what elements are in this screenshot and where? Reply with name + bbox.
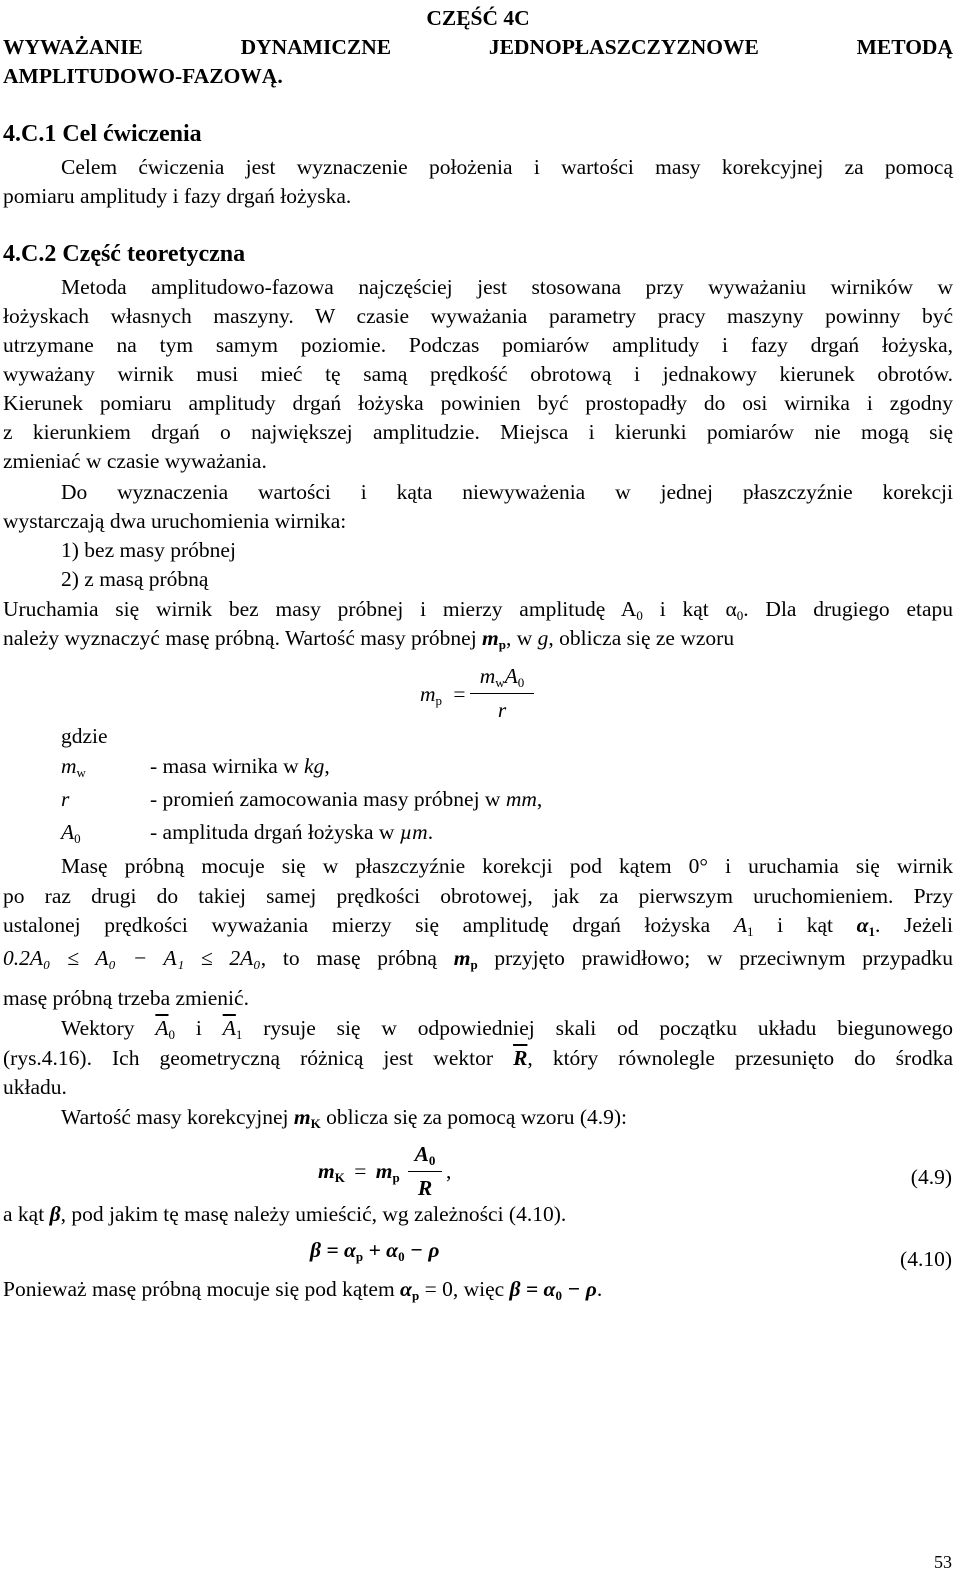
paragraph-line: Uruchamia się wirnik bez masy próbnej i mierzy amplitudę $A_0$ i kąt $\alpha_0$. Dla drugiego etapu: [3, 597, 954, 623]
paragraph-line: ustalonej prędkości wyważania mierzy się amplitudę drgań łożyska $A_1$ i kąt $\alpha_1$. Jeżeli: [3, 913, 954, 939]
paragraph-line: Metoda amplitudowo-fazowa najczęściej jest stosowana przy wyważaniu wirników w: [61, 275, 953, 299]
paragraph-line: wyważany wirnik musi mieć tę samą prędkość obrotową i jednakowy kierunek obrotów.: [3, 362, 953, 386]
paragraph-line: zmieniać w czasie wyważania.: [3, 449, 267, 473]
legend-symbol: $m_w$: [61, 754, 86, 780]
paragraph-line: należy wyznaczyć masę próbną. Wartość masy próbnej $m_p$, w g, oblicza się ze wzoru: [3, 626, 735, 652]
paragraph-line: utrzymane na tym samym poziomie. Podczas pomiarów amplitudy i fazy drgań łożyska,: [3, 333, 953, 357]
paragraph-line: Masę próbną mocuje się w płaszczyźnie korekcji pod kątem 0° i uruchamia się wirnik: [61, 854, 954, 878]
paragraph-line: Wartość masy korekcyjnej $m_K$ oblicza się za pomocą wzoru (4.9):: [61, 1105, 628, 1131]
legend-desc: - promień zamocowania masy próbnej w mm,: [150, 787, 543, 811]
paragraph-line: Do wyznaczenia wartości i kąta niewyważenia w jednej płaszczyźnie korekcji: [61, 480, 953, 504]
part-label: CZĘŚĆ 4C: [426, 6, 530, 30]
paragraph-line: (rys.4.16). Ich geometryczną różnicą jest wektor $\overline{R}$, który równolegle przesunięto do środka: [3, 1046, 953, 1070]
formula-comma: ,: [446, 1159, 452, 1183]
paragraph-line: Celem ćwiczenia jest wyznaczenie położenia i wartości masy korekcyjnej za pomocą: [61, 155, 953, 179]
legend-label: gdzie: [61, 724, 108, 748]
formula-mp-lhs: $m_p$ =: [420, 682, 466, 708]
paragraph-line: wystarczają dwa uruchomienia wirnika:: [3, 509, 347, 533]
paragraph-line: układu.: [3, 1075, 67, 1099]
formula-mk: $m_K = m_p$: [318, 1159, 400, 1185]
title-word: JEDNOPŁASZCZYZNOWE: [488, 35, 759, 59]
formula-mp-fraction: $m_wA_0$ r: [470, 662, 534, 725]
title-word: WYWAŻANIE: [3, 35, 143, 59]
equation-number: (4.9): [910, 1165, 952, 1189]
page-number: 53: [934, 1552, 952, 1572]
symbol-mp: $m_p$: [482, 626, 507, 652]
section-heading-2: 4.C.2 Część teoretyczna: [3, 241, 246, 267]
paragraph-line: łożyskach własnych maszyny. W czasie wyważania parametry pracy maszyny powinny być: [3, 304, 953, 328]
paragraph-line: 0.2A₀ ≤ A₀ − A₁ ≤ 2A₀, to masę próbną $m_p$ przyjęto prawidłowo; w przeciwnym przypadku: [3, 946, 954, 972]
document-title: [3, 33, 953, 62]
paragraph-line: z kierunkiem drgań o największej amplitudzie. Miejsca i kierunki pomiarów nie mogą się: [3, 420, 953, 444]
list-item: 1) bez masy próbnej: [61, 538, 236, 562]
equation-number: (4.10): [900, 1247, 952, 1271]
formula-beta: $\beta = \alpha_p + \alpha_0 - \rho$: [310, 1238, 440, 1264]
paragraph-line: Kierunek pomiaru amplitudy drgań łożyska powinien być prostopadły do osi wirnika i zgodny: [3, 391, 953, 415]
legend-symbol: $A_0$: [61, 820, 81, 846]
paragraph-line: a kąt β, pod jakim tę masę należy umieścić, wg zależności (4.10).: [3, 1202, 567, 1226]
paragraph-line: po raz drugi do takiej samej prędkości obrotowej, jak za pierwszym uruchomieniem. Przy: [3, 884, 953, 908]
document-title-line2: AMPLITUDOWO-FAZOWĄ.: [3, 64, 283, 88]
section-heading-1: 4.C.1 Cel ćwiczenia: [3, 121, 202, 147]
paragraph-line: pomiaru amplitudy i fazy drgań łożyska.: [3, 184, 352, 208]
paragraph-line: Ponieważ masę próbną mocuje się pod kątem $\alpha_p = 0$, więc $\beta = \alpha_0 - \rho$.: [3, 1277, 603, 1303]
title-word: METODĄ: [856, 35, 953, 59]
legend-desc: - amplituda drgań łożyska w µm.: [150, 820, 434, 844]
title-word: DYNAMICZNE: [240, 35, 392, 59]
legend-symbol: r: [61, 787, 70, 811]
legend-desc: - masa wirnika w kg,: [150, 754, 330, 778]
part-heading: [3, 4, 953, 33]
paragraph-line: masę próbną trzeba zmienić.: [3, 986, 249, 1010]
paragraph-line: Wektory $\overline{A}_0$ i $\overline{A}_1$ rysuje się w odpowiedniej skali od początku układu biegunowego: [61, 1016, 954, 1042]
list-item: 2) z masą próbną: [61, 567, 209, 591]
formula-mk-fraction: $\frac{A_0}{R}$: [408, 1140, 442, 1203]
